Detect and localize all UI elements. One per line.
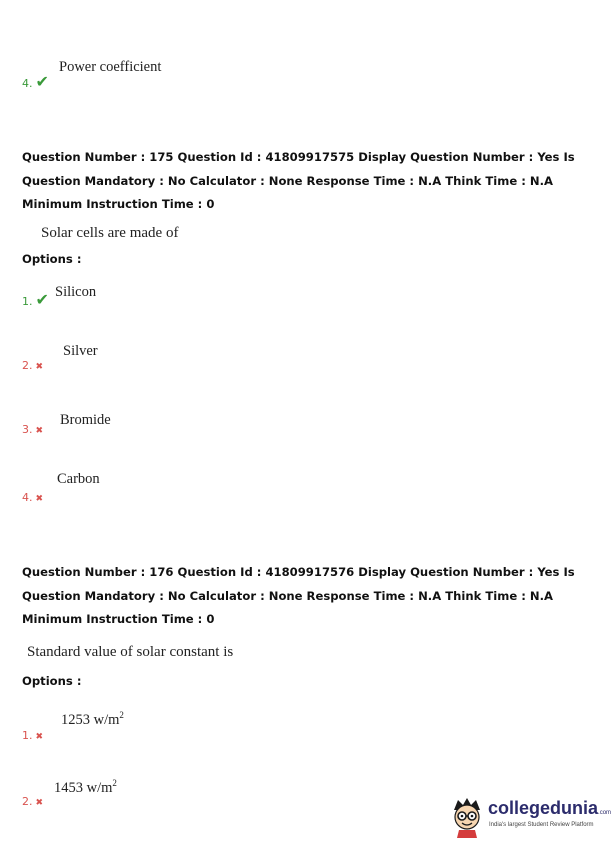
option-number: 2. <box>22 359 33 372</box>
brand-tagline: India's largest Student Review Platform <box>489 822 594 828</box>
question-text: Solar cells are made of <box>41 225 179 241</box>
option-row <box>22 418 43 437</box>
option-text: Power coefficient <box>59 59 162 75</box>
cross-icon: ✖ <box>35 362 44 372</box>
option-number: 1. <box>22 295 33 308</box>
question-header: Question Number : 175 Question Id : 41809917575 Display Question Number : Yes Is Question Mandatory : No Calculator : None Response Time : N.A Think Time : N.A Minimum Instruction Time : 0 <box>22 150 575 211</box>
option-row <box>22 72 49 91</box>
option-text: Silver <box>63 343 98 359</box>
check-icon: ✔ <box>35 72 49 91</box>
cross-icon: ✖ <box>35 732 44 742</box>
check-icon: ✔ <box>35 290 49 309</box>
brand-tld: .com <box>598 810 611 816</box>
option-text: Bromide <box>60 412 111 428</box>
option-number: 3. <box>22 423 33 436</box>
option-row <box>22 354 43 373</box>
question-text: Standard value of solar constant is <box>27 644 234 660</box>
option-row <box>22 290 49 309</box>
options-label: Options : <box>22 674 82 688</box>
options-label: Options : <box>22 252 82 266</box>
option-text: Carbon <box>57 471 100 487</box>
option-value: 1453 w/m <box>54 780 113 796</box>
option-value: 1253 w/m <box>61 712 120 728</box>
option-number: 4. <box>22 77 33 90</box>
option-exponent: 2 <box>119 710 124 721</box>
cross-icon: ✖ <box>35 426 44 436</box>
cross-icon: ✖ <box>35 494 44 504</box>
brand-name: collegedunia <box>488 798 599 818</box>
brand-logo <box>488 798 611 819</box>
option-number: 4. <box>22 491 33 504</box>
option-row <box>22 724 43 743</box>
option-exponent: 2 <box>112 778 117 789</box>
mascot-logo-icon <box>449 796 485 838</box>
option-text <box>61 712 124 729</box>
option-row <box>22 790 43 809</box>
option-text: Silicon <box>55 284 97 300</box>
cross-icon: ✖ <box>35 798 44 808</box>
option-row <box>22 486 43 505</box>
option-number: 1. <box>22 729 33 742</box>
option-text <box>54 780 117 797</box>
option-number: 2. <box>22 795 33 808</box>
question-header: Question Number : 176 Question Id : 41809917576 Display Question Number : Yes Is Question Mandatory : No Calculator : None Response Time : N.A Think Time : N.A Minimum Instruction Time : 0 <box>22 565 575 626</box>
